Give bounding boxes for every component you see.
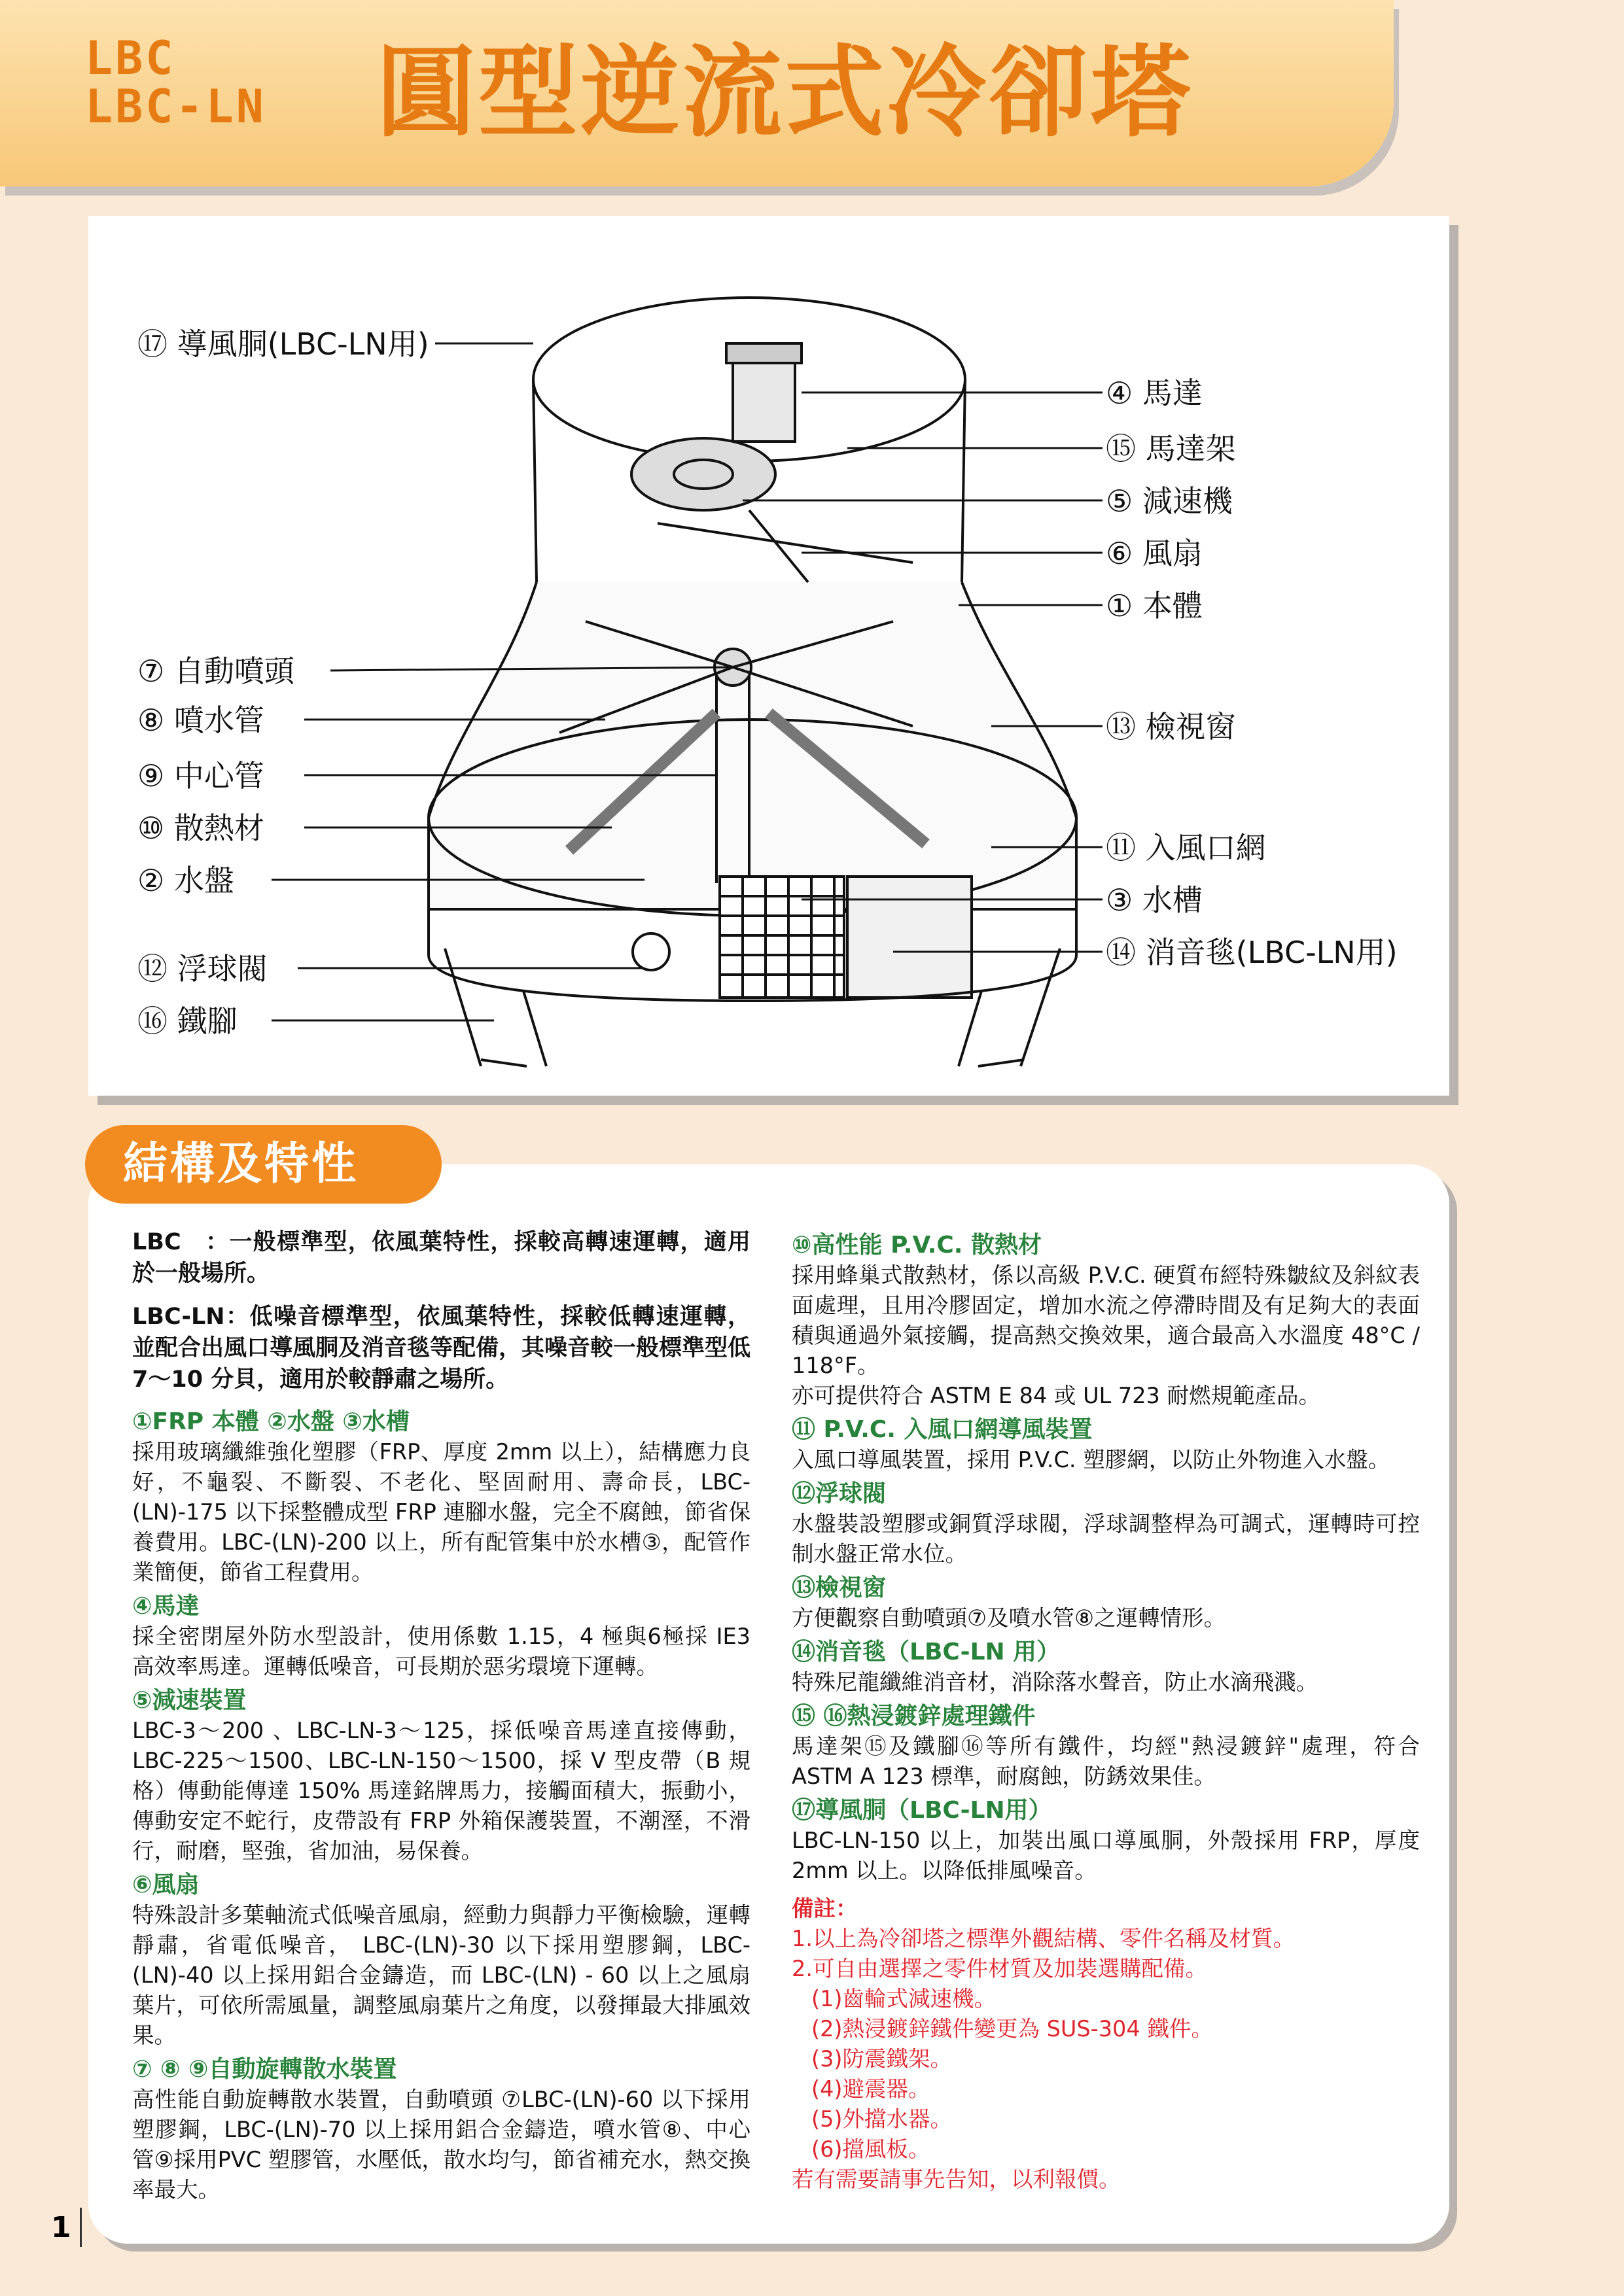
- page-number: 1: [51, 2211, 71, 2244]
- features-right-column: [792, 1226, 1420, 2195]
- motor-text: 採全密閉屋外防水型設計，使用係數 1.15，4 極與6極採 IE3 高效率馬達。運轉低噪音，可長期於惡劣環境下運轉。: [132, 1624, 750, 1679]
- label-air-duct: ⑰ 導風胴(LBC-LN用): [137, 326, 429, 362]
- label-center-pipe: ⑨ 中心管: [137, 758, 264, 793]
- label-spray-pipe: ⑧ 噴水管: [137, 703, 264, 738]
- model-codes: [85, 31, 266, 133]
- features-left-column: [132, 1226, 750, 2209]
- label-inlet-screen: ⑪ 入風口網: [1106, 830, 1266, 865]
- page-title: 圓型逆流式冷卻塔: [376, 35, 1193, 150]
- option-6: (6)擋風板。: [811, 2136, 930, 2162]
- label-motor-base: ⑮ 馬達架: [1106, 431, 1236, 466]
- note-2: 2.可自由選擇之零件材質及加裝選購配備。: [792, 1956, 1207, 1981]
- reducer-heading: ⑤減速裝置: [132, 1687, 247, 1714]
- page-number-rule: [80, 2208, 82, 2247]
- silencer-heading: ⑭消音毯（LBC-LN 用）: [792, 1639, 1061, 1665]
- option-3: (3)防震鐵架。: [811, 2046, 952, 2072]
- float-valve-text: 水盤裝設塑膠或銅質浮球閥，浮球調整桿為可調式，運轉時可控制水盤正常水位。: [792, 1511, 1420, 1567]
- fill-text: 採用蜂巢式散熱材，係以高級 P.V.C. 硬質布經特殊皺紋及斜紋表面處理，且用冷膠固定，增加水流之停滯時間及有足夠大的表面積與通過外氣接觸，提高熱交換效果，適合最高入水溫度 48°C / 118°F。: [792, 1262, 1420, 1378]
- label-water-pan: ② 水盤: [137, 863, 234, 898]
- frp-body-text: 採用玻璃纖維強化塑膠（FRP、厚度 2mm 以上），結構應力良好，不龜裂、不斷裂、不老化、堅固耐用、壽命長，LBC-(LN)-175 以下採整體成型 FRP 連腳水盤，完全不腐蝕，節省保養費用。LBC-(LN)-200 以上，所有配管集中於水槽③，配管作業簡便，節省工程費用。: [132, 1439, 750, 1585]
- option-5: (5)外擋水器。: [811, 2106, 952, 2132]
- option-2: (2)熱浸鍍鋅鐵件變更為 SUS-304 鐵件。: [811, 2016, 1213, 2042]
- fan-heading: ⑥風扇: [132, 1871, 200, 1898]
- label-fill: ⑩ 散熱材: [137, 810, 264, 846]
- galvanized-heading: ⑮ ⑯熱浸鍍鋅處理鐵件: [792, 1703, 1036, 1730]
- model-code-lbc: LBC: [85, 31, 176, 85]
- note-quote-request: 若有需要請事先告知，以利報價。: [792, 2166, 1121, 2192]
- sprinkler-text: 高性能自動旋轉散水裝置，自動噴頭 ⑦LBC-(LN)-60 以下採用塑膠鋼，LBC-(LN)-70 以上採用鋁合金鑄造，噴水管⑧、中心管⑨採用PVC 塑膠管，水壓低，散水均勻，節省補充水，熱交換率最大。: [132, 2087, 750, 2202]
- fill-text-fire: 亦可提供符合 ASTM E 84 或 UL 723 耐燃規範產品。: [792, 1383, 1321, 1408]
- galvanized-text: 馬達架⑮及鐵腳⑯等所有鐵件，均經"熱浸鍍鋅"處理，符合 ASTM A 123 標準，耐腐蝕，防銹效果佳。: [792, 1733, 1420, 1789]
- section-title: 結構及特性: [85, 1125, 442, 1204]
- label-steel-legs: ⑯ 鐵腳: [137, 1003, 238, 1039]
- silencer-text: 特殊尼龍纖維消音材，消除落水聲音，防止水滴飛濺。: [792, 1669, 1318, 1695]
- label-float-valve: ⑫ 浮球閥: [137, 951, 268, 986]
- frp-body-heading: ①FRP 本體 ②水盤 ③水槽: [132, 1408, 410, 1435]
- note-1: 1.以上為冷卻塔之標準外觀結構、零件名稱及材質。: [792, 1926, 1295, 1951]
- air-duct-text: LBC-LN-150 以上，加裝出風口導風胴，外殼採用 FRP，厚度 2mm 以上。以降低排風噪音。: [792, 1828, 1420, 1883]
- option-1: (1)齒輪式減速機。: [811, 1986, 996, 2011]
- label-body: ① 本體: [1106, 588, 1203, 623]
- label-motor: ④ 馬達: [1106, 375, 1203, 411]
- fill-heading: ⑩高性能 P.V.C. 散熱材: [792, 1232, 1042, 1259]
- label-spray-head: ⑦ 自動噴頭: [137, 653, 294, 689]
- fan-text: 特殊設計多葉軸流式低噪音風扇，經動力與靜力平衡檢驗，運轉靜肅，省電低噪音， LBC-(LN)-30 以下採用塑膠鋼，LBC-(LN)-40 以上採用鋁合金鑄造，而 LBC-(LN) - 60 以上之風扇葉片，可依所需風量，調整風扇葉片之角度，以發揮最大排風效果。: [132, 1902, 750, 2048]
- notes-title: 備註：: [792, 1896, 858, 1921]
- label-silencer: ⑭ 消音毯(LBC-LN用): [1106, 935, 1398, 970]
- tower-diagram: [88, 216, 1449, 1096]
- lbcln-description: LBC-LN：低噪音標準型，依風葉特性，採較低轉速運轉，並配合出風口導風胴及消音毯等配備，其噪音較一般標準型低 7～10 分貝，適用於較靜肅之場所。: [132, 1304, 751, 1393]
- float-valve-heading: ⑫浮球閥: [792, 1480, 887, 1507]
- label-reducer: ⑤ 減速機: [1106, 483, 1233, 519]
- model-code-lbcln: LBC-LN: [85, 80, 266, 133]
- lbc-description: LBC ：一般標準型，依風葉特性，採較高轉速運轉，適用於一般場所。: [132, 1229, 750, 1287]
- inlet-heading: ⑪ P.V.C. 入風口網導風裝置: [792, 1416, 1093, 1443]
- tower-drawing: [88, 216, 1449, 1096]
- reducer-text: LBC-3～200 、LBC-LN-3～125，採低噪音馬達直接傳動，LBC-225～1500、LBC-LN-150～1500，採 V 型皮帶（B 規格）傳動能傳達 150% 馬達銘牌馬力，接觸面積大，振動小，傳動安定不蛇行，皮帶設有 FRP 外箱保護裝置，不潮溼，不滑行，耐磨，堅強，省加油，易保養。: [132, 1718, 750, 1864]
- label-sight-window: ⑬ 檢視窗: [1106, 709, 1236, 744]
- label-water-tank: ③ 水槽: [1106, 882, 1203, 918]
- sight-window-text: 方便觀察自動噴頭⑦及噴水管⑧之運轉情形。: [792, 1605, 1226, 1631]
- option-4: (4)避震器。: [811, 2076, 930, 2102]
- label-fan: ⑥ 風扇: [1106, 536, 1203, 571]
- features-card: [88, 1164, 1449, 2244]
- air-duct-heading: ⑰導風胴（LBC-LN用）: [792, 1797, 1052, 1824]
- sight-window-heading: ⑬檢視窗: [792, 1574, 887, 1601]
- sprinkler-heading: ⑦ ⑧ ⑨自動旋轉散水裝置: [132, 2056, 397, 2083]
- inlet-text: 入風口導風裝置，採用 P.V.C. 塑膠網，以防止外物進入水盤。: [792, 1447, 1390, 1472]
- motor-heading: ④馬達: [132, 1593, 200, 1620]
